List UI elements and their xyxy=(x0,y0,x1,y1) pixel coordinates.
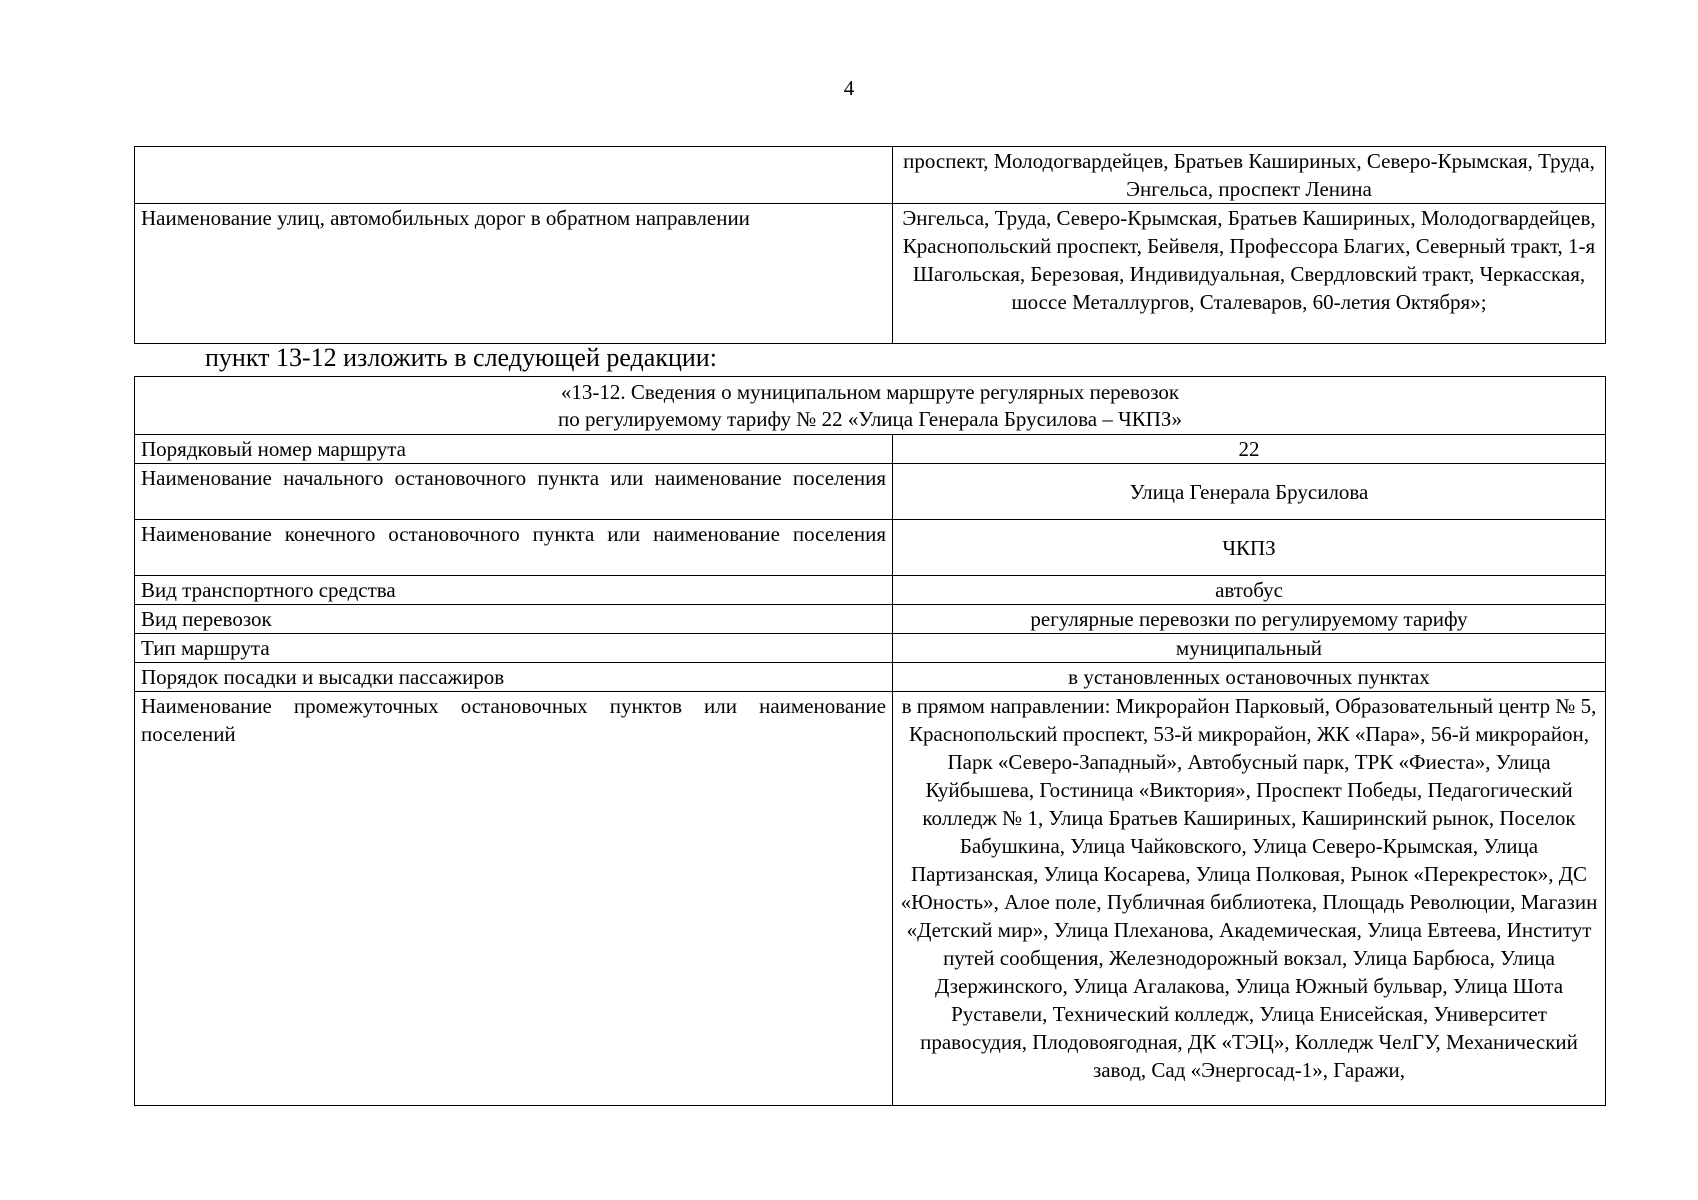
route-table xyxy=(134,376,1606,1106)
row-value: ЧКПЗ xyxy=(893,520,1606,576)
row-value: 22 xyxy=(893,435,1606,464)
row-label: Вид транспортного средства xyxy=(135,576,893,605)
table-cell: проспект, Молодогвардейцев, Братьев Кашириных, Северо-Крымская, Труда, Энгельса, проспект Ленина xyxy=(893,147,1606,204)
row-value: автобус xyxy=(893,576,1606,605)
top-table xyxy=(134,146,1606,344)
row-label: Порядок посадки и высадки пассажиров xyxy=(135,663,893,692)
table-row xyxy=(135,663,1606,692)
row-value: муниципальный xyxy=(893,634,1606,663)
table-row xyxy=(135,692,1606,1106)
table-cell: Энгельса, Труда, Северо-Крымская, Братьев Кашириных, Молодогвардейцев, Краснопольский проспект, Бейвеля, Профессора Благих, Северный тракт, 1-я Шагольская, Березовая, Индивидуальная, Свердловский тракт, Черкасская, шоссе Металлургов, Сталеваров, 60-летия Октября»; xyxy=(893,204,1606,344)
row-value: регулярные перевозки по регулируемому тарифу xyxy=(893,605,1606,634)
table-row xyxy=(135,464,1606,520)
table-title xyxy=(135,377,1606,435)
row-label: Тип маршрута xyxy=(135,634,893,663)
table-title-row xyxy=(135,377,1606,435)
table-cell-label: Наименование улиц, автомобильных дорог в обратном направлении xyxy=(135,204,893,344)
table-row xyxy=(135,435,1606,464)
table-row xyxy=(135,605,1606,634)
row-label: Порядковый номер маршрута xyxy=(135,435,893,464)
row-label: Наименование начального остановочного пункта или наименование поселения xyxy=(135,464,893,520)
page-number: 4 xyxy=(843,76,855,100)
row-label: Наименование промежуточных остановочных пунктов или наименование поселений xyxy=(135,692,893,1106)
table-cell-empty xyxy=(135,147,893,204)
table-row xyxy=(135,204,1606,344)
table-title-line: по регулируемому тарифу № 22 «Улица Генерала Брусилова – ЧКПЗ» xyxy=(558,406,1182,431)
table-row xyxy=(135,634,1606,663)
table-row xyxy=(135,147,1606,204)
row-value: Улица Генерала Брусилова xyxy=(893,464,1606,520)
table-title-line: «13-12. Сведения о муниципальном маршруте регулярных перевозок xyxy=(560,379,1180,404)
section-heading: пункт 13-12 изложить в следующей редакции: xyxy=(205,343,717,372)
row-value: в установленных остановочных пунктах xyxy=(893,663,1606,692)
table-row xyxy=(135,520,1606,576)
table-row xyxy=(135,576,1606,605)
row-value: в прямом направлении: Микрорайон Парковый, Образовательный центр № 5, Краснопольский проспект, 53-й микрорайон, ЖК «Пара», 56-й микрорайон, Парк «Северо-Западный», Автобусный парк, ТРК «Фиеста», Улица Куйбышева, Гостиница «Виктория», Проспект Победы, Педагогический колледж № 1, Улица Братьев Кашириных, Каширинский рынок, Поселок Бабушкина, Улица Чайковского, Улица Северо-Крымская, Улица Партизанская, Улица Косарева, Улица Полковая, Рынок «Перекресток», ДС «Юность», Алое поле, Публичная библиотека, Площадь Революции, Магазин «Детский мир», Улица Плеханова, Академическая, Улица Евтеева, Институт путей сообщения, Железнодорожный вокзал, Улица Барбюса, Улица Дзержинского, Улица Агалакова, Улица Южный бульвар, Улица Шота Руставели, Технический колледж, Улица Енисейская, Университет правосудия, Плодовоягодная, ДК «ТЭЦ», Колледж ЧелГУ, Механический завод, Сад «Энергосад-1», Гаражи, xyxy=(893,692,1606,1106)
row-label: Вид перевозок xyxy=(135,605,893,634)
row-label: Наименование конечного остановочного пункта или наименование поселения xyxy=(135,520,893,576)
